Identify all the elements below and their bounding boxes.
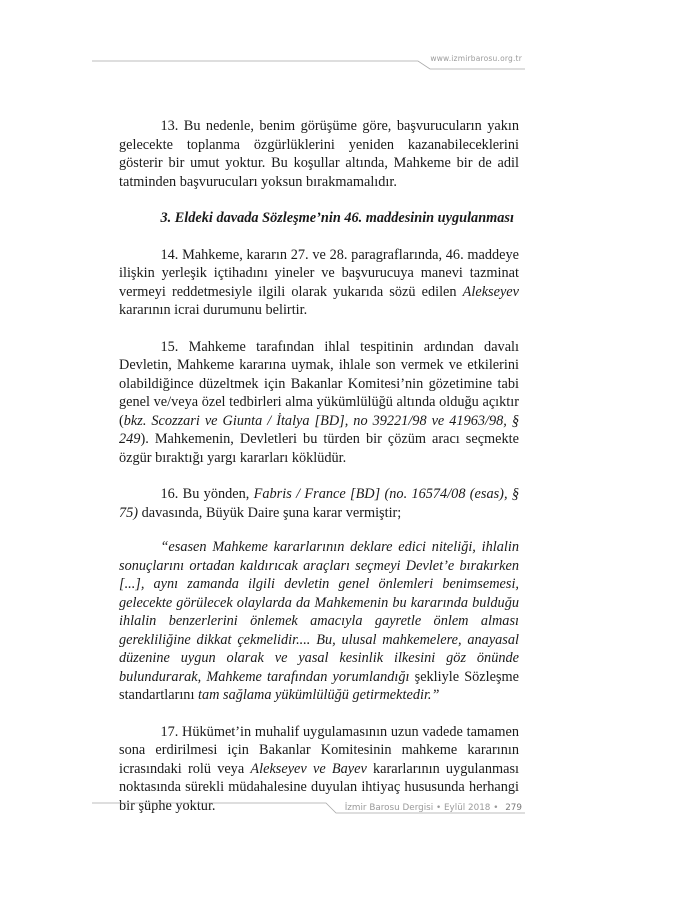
- paragraph-16-text-a: 16. Bu yönden,: [160, 486, 254, 502]
- quotation-upright-text: şekliyle Sözleşme standartlarını: [119, 668, 519, 703]
- paragraph-14-text-a: 14. Mahkeme, kararın 27. ve 28. paragraflarında, 46. maddeye ilişkin yerleşik içtihadını yineler ve başvurucuya manevi tazminat vermeyi reddetmesiyle ilgili olarak yukarıda sözü edilen: [119, 246, 519, 300]
- section-heading-3: 3. Eldeki davada Sözleşme’nin 46. maddesinin uygulanması: [160, 210, 514, 226]
- paragraph-14-case-name: Alekseyev: [462, 283, 519, 300]
- paragraph-14-text-b: kararının icrai durumunu belirtir.: [119, 302, 308, 318]
- paragraph-15-text-a: 15. Mahkeme tarafından ihlal tespitinin ardından davalı Devletin, Mahkeme kararına uymak, ihlale son vermek ve etkilerini olabildiğince düzeltmek için Bakanlar Komitesi’nin gözetimine tabi genel ve/veya özel tedbirleri alma yükümlülüğü altında olduğu açıktır (: [119, 338, 519, 429]
- quotation-text-b: tam sağlama yükümlülüğü getirmektedir.”: [194, 687, 440, 703]
- header-url: www.izmirbarosu.org.tr: [430, 54, 522, 63]
- quotation-text-a: “esasen Mahkeme kararlarının deklare edici niteliği, ihlalin sonuçlarını ortadan kaldırıcak araçları seçmeyi Devlet’e bırakırken [...], aynı zamanda ilgili devletin genel önlemleri benimsemesi, gelecekte görülecek olaylarda da Mahkemenin bu kararında bulduğu ihlalin benzerlerini önlemek amacıyla gayretle önlem alması gerekliliğine dikkat çekmelidir.... Bu, ulusal mahkemelere, anayasal düzenine uygun olarak ve yasal kesinlik ilkesini göz önünde bulundurarak, Mahkeme tarafından yorumlandığı: [119, 539, 519, 685]
- paragraph-16-case-name: Fabris / France [BD] (no. 16574/08 (esas), § 75): [119, 486, 519, 521]
- paragraph-15-text-b: ). Mahkemenin, Devletleri bu türden bir çözüm aracı seçmekte özgür bıraktığı yargı kararları köklüdür.: [119, 431, 519, 466]
- paragraph-16-text-b: davasında, Büyük Daire şuna karar vermiştir;: [138, 504, 402, 521]
- paragraph-13: 13. Bu nedenle, benim görüşüme göre, başvurucuların yakın gelecekte toplanma özgürlüklerini yeniden kazanabileceklerini gösterir bir umut yoktur. Bu koşullar altında, Mahkeme bir de adil tatminden başvurucuları yoksun bırakmamalıdır.: [119, 118, 519, 190]
- paragraph-17-text-a: 17. Hükümet’in muhalif uygulamasının uzun vadede tamamen sona erdirilmesi için Bakanlar Komitesinin mahkeme kararının icrasındaki rolü veya: [119, 723, 519, 777]
- footer: [300, 803, 522, 813]
- paragraph-17-text-b: kararlarının uygulanması noktasında sürekli müdahalesine duyulan ihtiyaç hususunda herhangi bir şüphe yoktur.: [119, 760, 519, 814]
- paragraph-15-citation: bkz. Scozzari ve Giunta / İtalya [BD], no 39221/98 ve 41963/98, § 249: [119, 412, 519, 447]
- page-number: 279: [505, 803, 522, 813]
- footer-journal: İzmir Barosu Dergisi • Eylül 2018 •: [344, 803, 499, 813]
- paragraph-17-case-name: Alekseyev ve Bayev: [250, 760, 367, 777]
